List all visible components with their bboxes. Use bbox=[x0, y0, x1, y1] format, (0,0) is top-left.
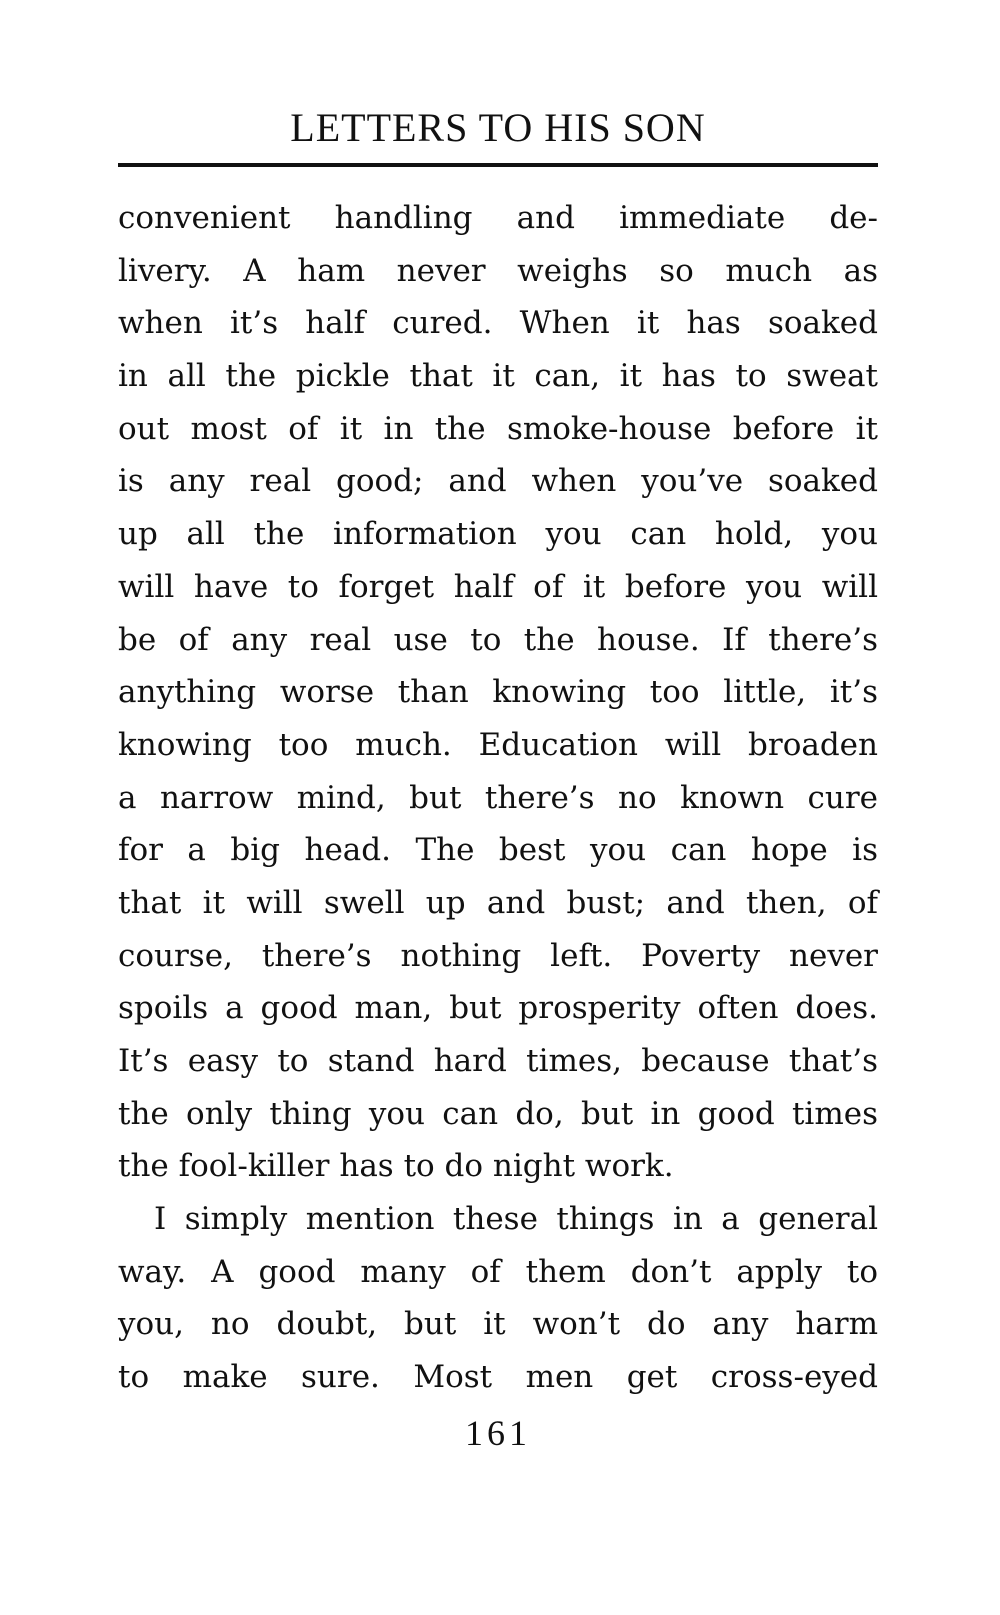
text-line: that it will swell up and bust; and then, of bbox=[118, 884, 878, 921]
text-line: It’s easy to stand hard times, because that’s bbox=[118, 1043, 878, 1079]
text-line: up all the information you can hold, you bbox=[118, 516, 878, 553]
text-line: for a big head. The best you can hope is bbox=[118, 832, 878, 869]
text-line: knowing too much. Education will broaden bbox=[118, 726, 878, 763]
text-line: be of any real use to the house. If there’s bbox=[118, 621, 878, 658]
text-line: to make sure. Most men get cross-eyed bbox=[118, 1359, 878, 1396]
paragraph bbox=[118, 1193, 878, 1404]
text-line: is any real good; and when you’ve soaked bbox=[118, 463, 878, 500]
text-line: the only thing you can do, but in good times bbox=[118, 1095, 878, 1132]
text-line: course, there’s nothing left. Poverty never bbox=[118, 937, 878, 974]
text-line: will have to forget half of it before you will bbox=[118, 568, 878, 605]
text-line: when it’s half cured. When it has soaked bbox=[118, 305, 878, 342]
body-text bbox=[118, 192, 878, 1404]
paragraph bbox=[118, 192, 878, 1193]
text-line: livery. A ham never weighs so much as bbox=[118, 252, 878, 289]
page-number: 161 bbox=[465, 1413, 531, 1453]
header-rule bbox=[118, 163, 878, 167]
text-line: a narrow mind, but there’s no known cure bbox=[118, 779, 878, 816]
text-line: out most of it in the smoke-house before it bbox=[118, 410, 878, 447]
text-line: in all the pickle that it can, it has to sweat bbox=[118, 358, 878, 395]
running-title: LETTERS TO HIS SON bbox=[290, 105, 706, 150]
text-line: the fool-killer has to do night work. bbox=[118, 1148, 674, 1185]
text-line: I simply mention these things in a general bbox=[154, 1201, 878, 1238]
text-line: spoils a good man, but prosperity often does. bbox=[118, 990, 878, 1027]
text-line: you, no doubt, but it won’t do any harm bbox=[118, 1306, 878, 1343]
text-line: convenient handling and immediate de- bbox=[118, 200, 878, 236]
text-line: anything worse than knowing too little, it’s bbox=[118, 674, 878, 711]
text-line: way. A good many of them don’t apply to bbox=[118, 1253, 878, 1290]
